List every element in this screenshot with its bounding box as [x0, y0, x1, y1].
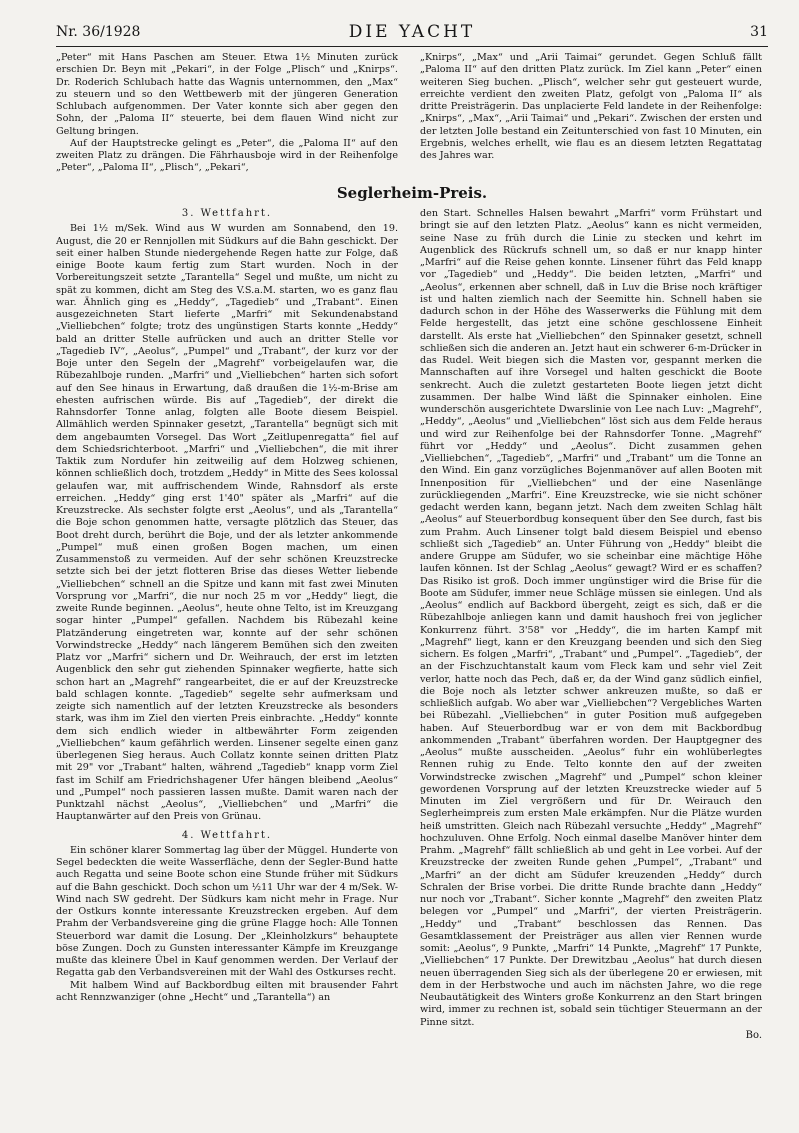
paragraph: Auf der Hauptstrecke gelingt es „Peter“, die „Paloma II“ auf den zweiten Platz zu drängen. Die Fährhausboje wird in der Reihenfolge „Peter“, „Paloma II“, „Plisch“, „Pekari“, [56, 137, 398, 174]
paragraph: Mit halbem Wind auf Backbordbug eilten mit brausender Fahrt acht Rennzwanziger (ohne „Hecht“ und „Tarantella“) an [56, 979, 398, 1003]
paragraph: „Knirps“, „Max“ und „Arii Taimai“ gerundet. Gegen Schluß fällt „Paloma II“ auf den dritten Platz zurück. Im Ziel kann „Peter“ einen weiteren Sieg buchen. „Plisch“, welcher sehr gut gesteuert wurde, erreichte verdient den zweiten Platz, gefolgt von „Paloma II“ als dritte Preisträgerin. Das unplacierte Feld landete in der Reihenfolge: „Knirps“, „Max“, „Arii Taimai“ und „Pekari“. Zwischen der ersten und der letzten Jolle bestand ein Zeitunterschied von fast 10 Minuten, ein Ergebnis, welches erhellt, wie flau es an diesem letzten Regattatag des Jahres war. [420, 52, 762, 161]
paragraph: Bei 1½ m/Sek. Wind aus W wurden am Sonnabend, den 19. August, die 20 er Rennjollen mit Südkurs auf die Bahn geschickt. Der seit einer halben Stunde niedergehende Regen hatte zur Folge, daß einige Boote kaum fertig zum Start wurden. Noch in der Vorbereitungszeit setzte „Tarantella“ Segel und mußte, um nicht zu spät zu kommen, dicht am Steg des V.S.a.M. starten, wo es ganz flau war. Ähnlich ging es „Heddy“, „Tagedieb“ und „Trabant“. Einen ausgezeichneten Start lieferte „Marfri“ mit Sekundenabstand „Vielliebchen“ folgte; trotz des ungünstigen Starts konnte „Heddy“ bald an dritter Stelle aufrücken und auch an dritter Stelle vor „Tagedieb IV“, „Aeolus“, „Pumpel“ und „Trabant“, der kurz vor der Boje unter den Segeln der „Magrehf“ vorbeigelaufen war, die Rübezahlboje runden. „Marfri“ und „Vielliebchen“ harten sich sofort auf den See hinaus in Erwartung, daß draußen die 1½-m-Brise am ehesten aufrischen würde. Bis auf „Tagedieb“, der direkt die Rahnsdorfer Tonne anlag, folgten alle Boote diesem Beispiel. Allmählich werden Spinnaker gesetzt, „Tarantella“ begnügt sich mit dem angebaumten Vorsegel. Das Wort „Zeitlupenregatta“ fiel auf dem Schiedsrichterboot. „Marfri“ und „Vielliebchen“, die mit ihrer Taktik zum Nordufer hin zeitweilig auf dem Holzweg schienen, können schließlich doch, trotzdem „Heddy“ in Mitte des Sees kolossal gelaufen war, mit auffrischendem Winde, Rahnsdorf als erste erreichen. „Heddy“ ging erst 1'40" später als „Marfri“ auf die Kreuzstrecke. Als sechster folgte erst „Aeolus“, und als „Tarantella“ die Boje schon genommen hatte, versagte plötzlich das Steuer, das Boot dreht durch, berührt die Boje, und der als letzter ankommende „Pumpel“ muß einen großen Bogen machen, um einen Zusammenstoß zu vermeiden. Auf der sehr schönen Kreuzstrecke setzte sich bei der jetzt flotteren Brise das dieses Wetter liebende „Vielliebchen“ schnell an die Spitze und kann mit fast zwei Minuten Vorsprung vor „Marfri“, die nur noch 25 m vor „Heddy“ liegt, die zweite Runde beginnen. „Aeolus“, heute ohne Telto, ist im Kreuzgang sogar hinter „Pumpel“ gefallen. Nachdem bis Rübezahl keine Platzänderung eingetreten war, konnte auf der sehr schönen Vorwindstrecke „Heddy“ nach längerem Bemühen sich den zweiten Platz vor „Marfri“ sichern und Dr. Weihrauch, der erst im letzten Augenblick den sehr gut ziehenden Spinnaker wegfierte, hatte sich schon hart an „Magrehf“ rangearbeitet, die er auf der Kreuzstrecke bald schlagen konnte. „Tagedieb“ segelte sehr aufmerksam und zeigte sich namentlich auf der letzten Kreuzstrecke als besonders stark, was ihm im Ziel den vierten Preis einbrachte. „Heddy“ konnte dem sich endlich wieder in altbewährter Form zeigenden „Vielliebchen“ kaum gefährlich werden. Linsener segelte einen ganz überlegenen Sieg heraus. Auch Collatz konnte seinen dritten Platz mit 29" vor „Trabant“ halten, während „Tagedieb“ knapp vorm Ziel fast im Schilf am Friedrichshagener Ufer hängen bleibend „Aeolus“ und „Pumpel“ noch passieren lassen mußte. Damit waren nach der Punktzahl nächst „Aeolus“, „Vielliebchen“ und „Marfri“ die Hauptanwärter auf den Preis von Grünau. [56, 223, 399, 823]
paragraph: den Start. Schnelles Halsen bewahrt „Marfri“ vorm Frühstart und bringt sie auf den letzten Platz. „Aeolus“ kann es nicht vermeiden, seine Nase zu früh durch die Linie zu stecken und kehrt im Augenblick des Rückrufs schnell um, so daß er nur knapp hinter „Marfri“ auf die Reise gehen konnte. Linsener führt das Feld knapp vor „Tagedieb“ und „Heddy“. Die beiden letzten, „Marfri“ und „Aeolus“, erkennen aber schnell, daß in Luv die Brise noch kräftiger ist und halten ziemlich nach der Seemitte hin. Schnell haben sie dadurch schon in der Höhe des Wasserwerks die Fühlung mit dem Felde hergestellt, das jetzt eine schöne geschlossene Einheit darstellt. Als erste hat „Vielliebchen“ den Spinnaker gesetzt, schnell schließen sich die anderen an. Jetzt haut ein schwerer 6-m-Drücker in das Rudel. Weit biegen sich die Masten vor, gespannt merken die Mannschaften auf ihre Vorsegel und halten geschickt die Boote senkrecht. Auch die zuletzt gestarteten Boote liegen jetzt dicht zusammen. Der halbe Wind läßt die Spinnaker einholen. Eine wunderschön ausgerichtete Dwarslinie von Lee nach Luv: „Magrehf“, „Heddy“, „Aeolus“ und „Vielliebchen“ löst sich aus dem Felde heraus und wird zur Reihenfolge bei der Rahnsdorfer Tonne. „Magrehf“ führt vor „Heddy“ und „Aeolus“. Dicht zusammen gehen „Vielliebchen“, „Tagedieb“, „Marfri“ und „Trabant“ um die Tonne an den Wind. Ein ganz vorzügliches Bojenmanöver auf allen Booten mit Innenposition für „Vielliebchen“ und der eine Nasenlänge zurückliegenden „Marfri“. Eine Kreuzstrecke, wie sie nicht schöner gedacht werden kann, begann jetzt. Nach dem zweiten Schlag hält „Aeolus“ auf Steuerbordbug konsequent über den See durch, fast bis zum Prahm. Auch Linsener tolgt bald diesem Beispiel und ebenso schließt sich „Tagedieb“ an. Unter Führung von „Heddy“ bleibt die andere Gruppe am Südufer, wo sie scheinbar eine mächtige Höhe laufen können. Ist der Schlag „Aeolus“ gewagt? Wird er es schaffen? Das Risiko ist groß. Doch immer ungünstiger wird die Brise für die Boote am Südufer, immer neue Schläge müssen sie einlegen. Und als „Aeolus“ endlich auf Backbord übergeht, zeigt es sich, daß er die Rübezahlboje anliegen kann und damit haushoch frei von jeglicher Konkurrenz führt. 3'58" vor „Heddy“, die im harten Kampf mit „Magrehf“ liegt, kann er den Kreuzgang beenden und sich den Sieg sichern. Es folgen „Marfri“, „Trabant“ und „Pumpel“. „Tagedieb“, der an der Fischzuchtanstalt kaum vom Fleck kam und sehr viel Zeit verlor, hatte noch das Pech, daß er, da der Wind ganz südlich einfiel, die Boje noch als letzter schwer ankreuzen mußte, so daß er schließlich aufgab. Wo aber war „Vielliebchen“? Vergebliches Warten bei Rübezahl. „Vielliebchen“ in guter Position muß aufgegeben haben. Auf Steuerbordbug war er von dem mit Backbordbug ankommenden „Trabant“ überfahren worden. Der Hauptgegner des „Aeolus“ mußte ausscheiden. „Aeolus“ fuhr ein wohlüberlegtes Rennen ruhig zu Ende. Telto konnte den auf der zweiten Vorwindstrecke zwischen „Magrehf“ und „Pumpel“ schon kleiner gewordenen Vorsprung auf der letzten Kreuzstrecke wieder auf 5 Minuten im Ziel vergrößern und für Dr. Weirauch den Seglerheimpreis zum ersten Male erkämpfen. Nur die Plätze wurden heiß umstritten. Gleich nach Rübezahl versuchte „Heddy“ „Magrehf“ hochzuluven. Ohne Erfolg. Noch einmal daselbe Manöver hinter dem Prahm. „Magrehf“ fällt schließlich ab und geht in Lee vorbei. Auf der Kreuzstrecke der zweiten Runde gehen „Pumpel“, „Trabant“ und „Marfri“ an der dicht am Südufer kreuzenden „Heddy“ durch Schralen der Brise vorbei. Die dritte Runde brachte dann „Heddy“ nur noch vor „Trabant“. Sicher konnte „Magrehf“ den zweiten Platz belegen vor „Pumpel“ und „Marfri“, der vierten Preisträgerin. „Heddy“ und „Trabant“ beschlossen das Rennen. Das Gesamtklassement der Preisträger aus allen vier Rennen wurde somit: „Aeolus“, 9 Punkte, „Marfri“ 14 Punkte, „Magrehf“ 17 Punkte, „Vielliebchen“ 17 Punkte. Der Drewitzbau „Aeolus“ hat durch diesen neuen überragenden Sieg sich als der überlegene 20 er erwiesen, mit dem in der Herbstwoche und auch im nächsten Jahre, wo die rege Neubautätigkeit des Winters große Konkurrenz an den Start bringen wird, immer zu rechnen ist, sobald sein tüchtiger Steuermann an der Pinne sitzt. [420, 208, 762, 1028]
paragraph: „Peter“ mit Hans Paschen am Steuer. Etwa 1½ Minuten zurück erschien Dr. Beyn mit „Pekari“, in der Folge „Plisch“ und „Knirps“. Dr. Roderich Schlubach hatte das Wagnis unternommen, den „Max“ zu steuern und so den Wettbewerb mit der jüngeren Generation Schlubach aufgenommen. Der Vater konnte sich aber gegen den Sohn, der „Paloma II“ steuerte, bei dem flauen Wind nicht zur Geltung bringen. [56, 52, 398, 137]
race-subheading: 3. Wettfahrt. [181, 208, 273, 219]
top-right-column [420, 52, 762, 162]
right-column [420, 208, 762, 1042]
left-column [56, 208, 398, 1004]
paragraph: Ein schöner klarer Sommertag lag über der Müggel. Hunderte von Segel bedeckten die weite Wasserfläche, denn der Segler-Bund hatte auch Regatta und seine Boote schon eine Stunde früher mit Südkurs auf die Bahn geschickt. Doch schon um ½11 Uhr war der 4 m/Sek. W-Wind nach SW gedreht. Der Südkurs kam nicht mehr in Frage. Nur der Ostkurs konnte interessante Kreuzstrecken ergeben. Auf dem Prahm der Verbandsvereine ging die grüne Flagge hoch: Alle Tonnen Steuerbord war damit die Losung. Der „Kleinholzkurs“ behauptete böse Zungen. Doch zu Gunsten interessanter Kämpfe im Kreuzgange mußte das kleinere Übel in Kauf genommen werden. Der Verlauf der Regatta gab den Verbandsvereinen mit der Wahl des Ostkurses recht. [56, 844, 398, 979]
section-heading: Seglerheim-Preis. [336, 184, 488, 202]
issue-number: Nr. 36/1928 [56, 24, 141, 40]
magazine-title: DIE YACHT [348, 22, 476, 42]
race-subheading: 4. Wettfahrt. [181, 829, 273, 841]
header-rule [56, 46, 768, 47]
author-signature: Bo. [745, 1029, 762, 1041]
page-number: 31 [750, 24, 768, 40]
top-left-column [56, 52, 398, 175]
page-header [56, 24, 768, 44]
